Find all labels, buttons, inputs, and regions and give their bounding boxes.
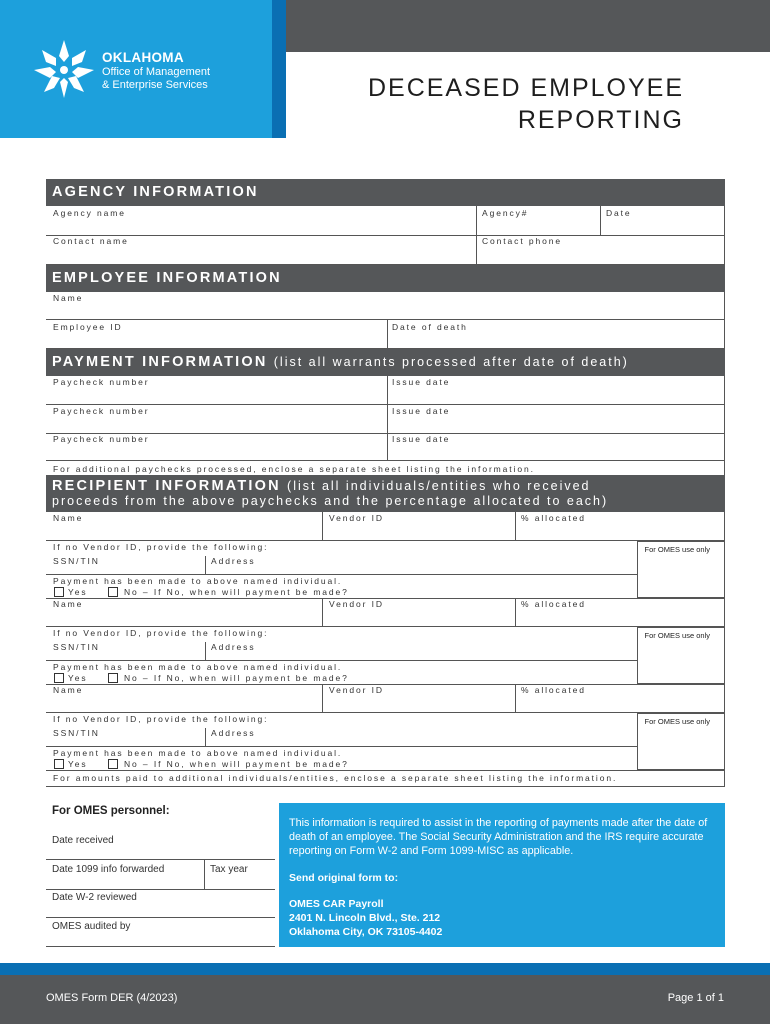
divider [46, 889, 275, 890]
mailing-address [289, 897, 715, 939]
paycheck-number-field[interactable]: Paycheck number [53, 377, 150, 387]
recipient-row [46, 598, 725, 627]
payment-section-subtitle: (list all warrants processed after date of death) [273, 355, 629, 369]
divider [46, 946, 275, 947]
address-line-2: 2401 N. Lincoln Blvd., Ste. 212 [289, 912, 441, 924]
yes-label: Yes [68, 673, 88, 683]
divider [387, 320, 388, 349]
address-field[interactable]: Address [211, 642, 256, 652]
agency-number-field[interactable]: Agency# [482, 208, 529, 218]
divider [46, 660, 638, 661]
employee-row-2 [46, 320, 725, 349]
no-checkbox[interactable] [108, 673, 118, 683]
address-field[interactable]: Address [211, 556, 256, 566]
yes-checkbox[interactable] [54, 587, 64, 597]
no-label: No – If No, when will payment be made? [124, 759, 349, 769]
no-vendor-instruction: If no Vendor ID, provide the following: [53, 628, 269, 638]
send-to-title: Send original form to: [289, 872, 399, 884]
date-1099-forwarded-field[interactable]: Date 1099 info forwarded [52, 864, 165, 875]
divider [724, 206, 725, 265]
divider [46, 786, 725, 787]
agency-name-field[interactable]: Agency name [53, 208, 126, 218]
recipient-section-subtitle-2: proceeds from the above paychecks and the percentage allocated to each) [52, 494, 609, 508]
no-label: No – If No, when will payment be made? [124, 673, 349, 683]
form-title-line-2: REPORTING [517, 106, 684, 134]
divider [46, 859, 275, 860]
divider [515, 512, 516, 541]
allocated-field[interactable]: % allocated [521, 599, 586, 609]
contact-name-field[interactable]: Contact name [53, 236, 129, 246]
issue-date-field[interactable]: Issue date [392, 377, 451, 387]
omes-use-only-label: For OMES use only [644, 717, 710, 726]
ssn-tin-field[interactable]: SSN/TIN [53, 556, 100, 566]
employee-name-field[interactable]: Name [53, 293, 84, 303]
divider [387, 376, 388, 461]
omes-use-only-box [637, 541, 725, 598]
no-label: No – If No, when will payment be made? [124, 587, 349, 597]
omes-audited-by-field[interactable]: OMES audited by [52, 921, 131, 932]
divider [322, 598, 323, 627]
divider [46, 574, 638, 575]
divider [724, 684, 725, 713]
divider [46, 917, 275, 918]
employee-row-1 [46, 292, 725, 320]
recipient-name-field[interactable]: Name [53, 685, 84, 695]
divider [724, 292, 725, 349]
logo-line-2: & Enterprise Services [102, 79, 208, 91]
payment-section-header [46, 349, 725, 376]
employee-section-title: EMPLOYEE INFORMATION [52, 270, 282, 286]
agency-date-field[interactable]: Date [606, 208, 632, 218]
no-vendor-instruction: If no Vendor ID, provide the following: [53, 714, 269, 724]
issue-date-field[interactable]: Issue date [392, 406, 451, 416]
omes-use-only-box [637, 713, 725, 770]
paycheck-number-field[interactable]: Paycheck number [53, 406, 150, 416]
employee-section-header [46, 265, 725, 292]
divider [724, 512, 725, 541]
info-box [279, 803, 725, 947]
address-line-1: OMES CAR Payroll [289, 898, 384, 910]
header-bar [286, 0, 770, 52]
logo-wordmark [102, 50, 210, 92]
divider [205, 642, 206, 660]
omes-use-only-box [637, 627, 725, 684]
date-of-death-field[interactable]: Date of death [392, 322, 468, 332]
divider [724, 598, 725, 627]
payment-made-statement: Payment has been made to above named individual. [53, 576, 343, 586]
logo-block [0, 0, 272, 138]
vendor-id-field[interactable]: Vendor ID [329, 685, 384, 695]
recipient-name-field[interactable]: Name [53, 513, 84, 523]
address-line-3: Oklahoma City, OK 73105-4402 [289, 926, 443, 938]
omes-personnel-title: For OMES personnel: [52, 805, 170, 817]
recipient-row [46, 684, 725, 713]
divider [515, 598, 516, 627]
recipient-row [46, 512, 725, 541]
divider [322, 684, 323, 713]
ssn-tin-field[interactable]: SSN/TIN [53, 642, 100, 652]
oklahoma-star-icon [34, 40, 94, 98]
logo-state: OKLAHOMA [102, 50, 184, 65]
employee-id-field[interactable]: Employee ID [53, 322, 123, 332]
divider [46, 746, 638, 747]
recipient-section-subtitle-1: (list all individuals/entities who received [287, 479, 591, 493]
yes-checkbox[interactable] [54, 673, 64, 683]
recipient-section-header [46, 475, 725, 512]
allocated-field[interactable]: % allocated [521, 685, 586, 695]
divider [205, 556, 206, 574]
divider [476, 206, 477, 265]
form-title [368, 72, 684, 136]
form-title-line-1: DECEASED EMPLOYEE [367, 74, 684, 102]
no-checkbox[interactable] [108, 587, 118, 597]
no-checkbox[interactable] [108, 759, 118, 769]
divider [204, 859, 205, 889]
tax-year-field[interactable]: Tax year [210, 864, 248, 875]
logo-line-1: Office of Management [102, 66, 211, 78]
contact-phone-field[interactable]: Contact phone [482, 236, 562, 246]
divider [205, 728, 206, 746]
yes-label: Yes [68, 587, 88, 597]
payment-section-title: PAYMENT INFORMATION [52, 354, 268, 370]
omes-use-only-label: For OMES use only [644, 631, 710, 640]
allocated-field[interactable]: % allocated [521, 513, 586, 523]
logo-stripe [272, 0, 286, 138]
divider [724, 376, 725, 475]
issue-date-field[interactable]: Issue date [392, 434, 451, 444]
payment-made-statement: Payment has been made to above named individual. [53, 748, 343, 758]
vendor-id-field[interactable]: Vendor ID [329, 513, 384, 523]
footer-page-number: Page 1 of 1 [667, 992, 724, 1004]
ssn-tin-field[interactable]: SSN/TIN [53, 728, 100, 738]
divider [515, 684, 516, 713]
agency-section-title: AGENCY INFORMATION [52, 184, 259, 200]
footer-accent-bar [0, 963, 770, 975]
yes-label: Yes [68, 759, 88, 769]
divider [322, 512, 323, 541]
agency-section-header [46, 179, 725, 206]
footer [0, 975, 770, 1024]
date-w2-reviewed-field[interactable]: Date W-2 reviewed [52, 892, 137, 903]
payment-note: For additional paychecks processed, enclose a separate sheet listing the information. [53, 464, 535, 474]
date-received-field[interactable]: Date received [52, 835, 114, 846]
recipient-note: For amounts paid to additional individuals/entities, enclose a separate sheet listing the information. [53, 773, 618, 783]
divider [724, 770, 725, 786]
payment-made-statement: Payment has been made to above named individual. [53, 662, 343, 672]
recipient-name-field[interactable]: Name [53, 599, 84, 609]
paycheck-number-field[interactable]: Paycheck number [53, 434, 150, 444]
yes-checkbox[interactable] [54, 759, 64, 769]
vendor-id-field[interactable]: Vendor ID [329, 599, 384, 609]
footer-form-id: OMES Form DER (4/2023) [46, 992, 178, 1004]
divider [600, 206, 601, 236]
address-field[interactable]: Address [211, 728, 256, 738]
info-text: This information is required to assist in the reporting of payments made after the date of death of an employee. The Social Security Administration and the IRS require accurate reporting on Form W-2 and Form 1099-MISC as applicable. [289, 817, 708, 857]
omes-use-only-label: For OMES use only [644, 545, 710, 554]
divider [46, 770, 725, 771]
recipient-section-title: RECIPIENT INFORMATION [52, 478, 281, 494]
no-vendor-instruction: If no Vendor ID, provide the following: [53, 542, 269, 552]
agency-row-2 [46, 236, 725, 265]
